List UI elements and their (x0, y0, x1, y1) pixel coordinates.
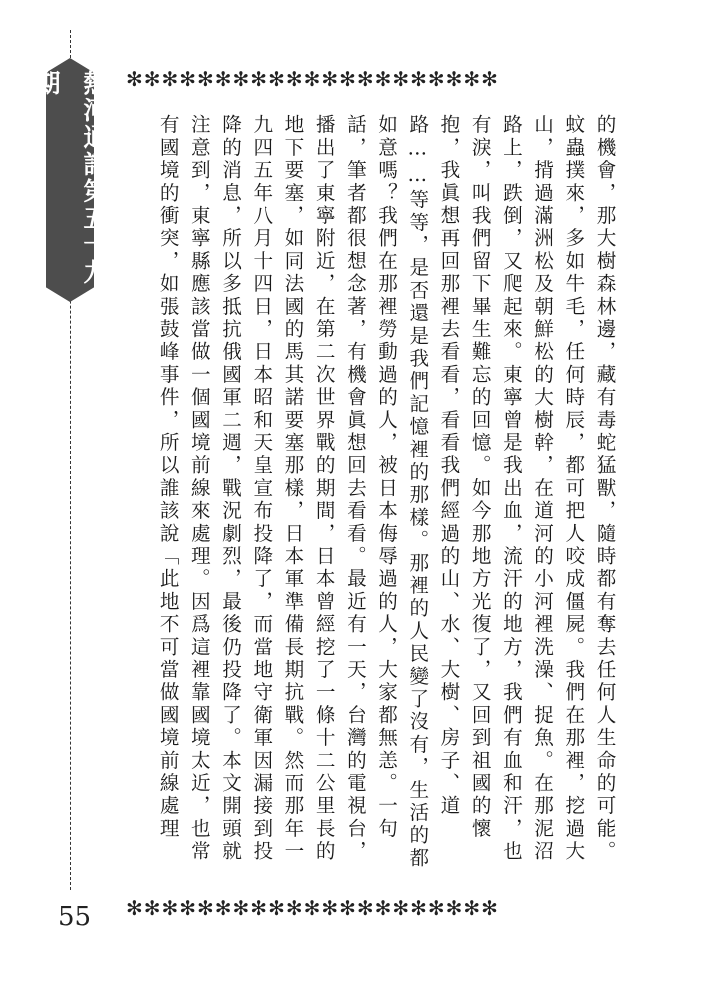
page-number: 55 (58, 902, 92, 932)
top-ornament-row: ✻✻✻✻✻✻✻✻✻✻✻✻✻✻✻✻✻✻✻✻✻ (126, 67, 499, 91)
issue-title: 熱河通訊第五十九期 (32, 70, 109, 286)
article-body (150, 114, 620, 884)
bottom-ornament-row: ✻✻✻✻✻✻✻✻✻✻✻✻✻✻✻✻✻✻✻✻✻ (126, 896, 499, 920)
article-paragraph: 的機會，那大樹森林邊，藏有毒蛇猛獸，隨時都有奪去任何人生命的可能。蚊蟲撲來，多如牛毛，任何時辰，都可把人咬成僵屍。我們在那裡，挖過大山，揹過滿洲松及朝鮮松的大樹幹，在道河的小河裡洗澡、捉魚。在那泥沼路上，跌倒，又爬起來。東寧曾是我出血，流汗的地方，我們有血和汗，也有淚，叫我們留下畢生難忘的回憶。如今那地方光復了，又回到祖國的懷抱，我眞想再回那裡去看看，看看我們經過的山、水、大樹、房子、道路……等等，是否還是我們記憶裡的那樣。那裡的人民變了沒有，生活的都如意嗎？我們在那裡勞動過的人，被日本侮辱過的人，大家都無恙。一句話，筆者都很想念著，有機會眞想回去看看。最近有一天，台灣的電視台，播出了東寧附近，在第二次世界戰的期間，日本曾經挖了一條十二公里長的地下要塞，如同法國的馬其諾要塞那樣，日本軍準備長期抗戰。然而那年一九四五年八月十四日，日本昭和天皇宣布投降了，而當地守衛軍因漏接到投降的消息，所以多抵抗俄國軍二週，戰況劇烈，最後仍投降了。本文開頭就注意到，東寧縣應該當做一個國境前線來處理。因爲這裡靠國境太近，也常有國境的衝突，如張鼓峰事件，所以誰該說「此地不可當做國境前線處理 (156, 114, 616, 870)
